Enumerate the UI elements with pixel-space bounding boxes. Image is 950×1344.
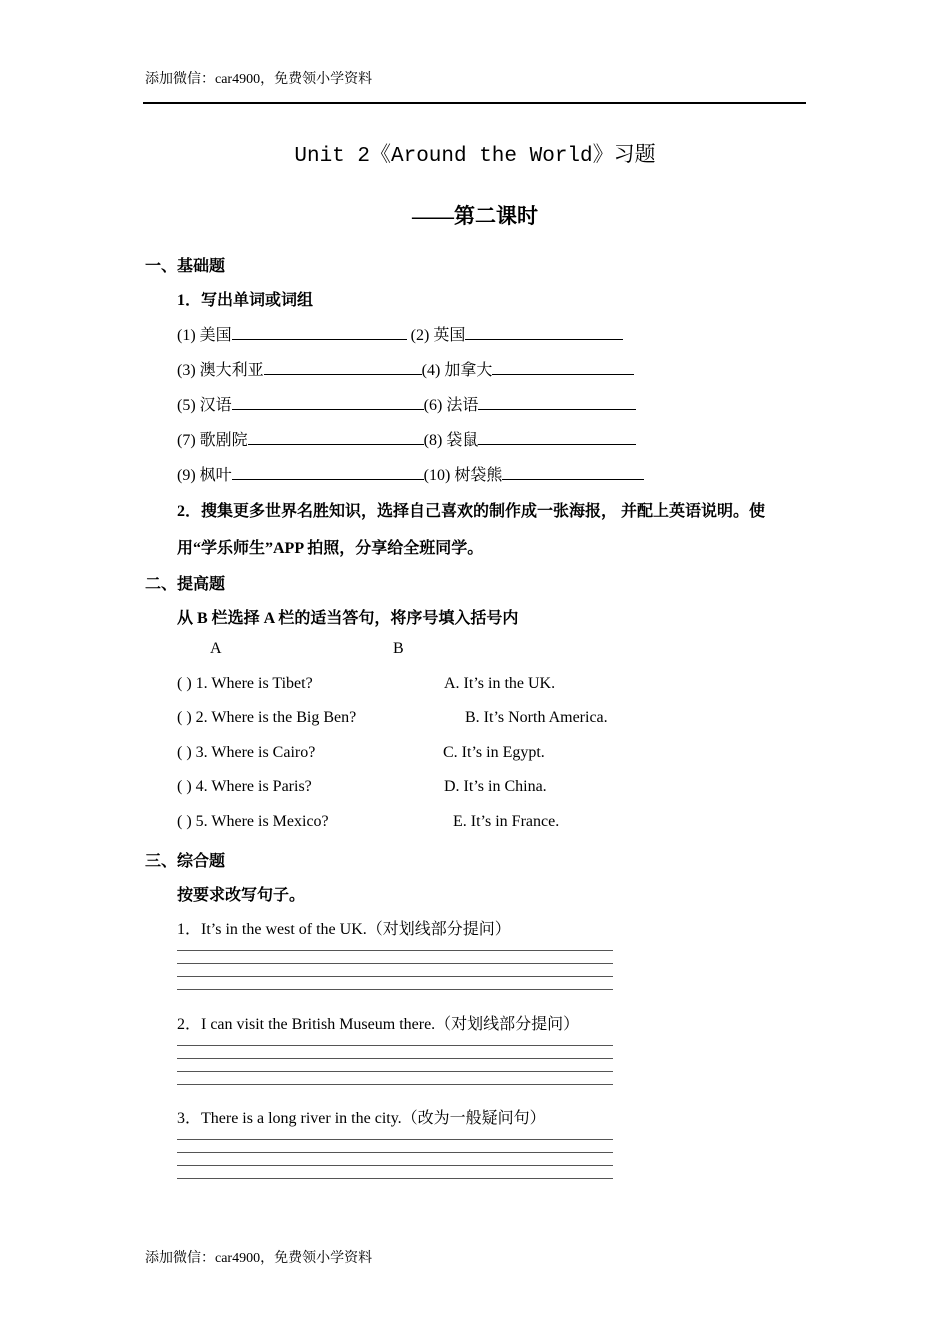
section1-heading: 一、基础题 — [145, 258, 226, 275]
word-prompt: (1) 美国 — [177, 327, 232, 344]
q2-text-line2: 用“学乐师生”APP 拍照，分享给全班同学。 — [177, 540, 484, 557]
section3-instruction: 按要求改写句子。 — [177, 887, 306, 904]
section2-heading: 二、提高题 — [145, 576, 226, 593]
answer-line[interactable] — [177, 963, 613, 964]
answer-line[interactable] — [177, 976, 613, 977]
column-b-label: B — [393, 640, 404, 657]
answer-line[interactable] — [177, 1178, 613, 1179]
answer-blank[interactable] — [502, 465, 644, 480]
header-rule — [143, 102, 806, 104]
word-row — [177, 462, 644, 485]
answer-blank[interactable] — [232, 465, 424, 480]
match-answer: C. It’s in Egypt. — [443, 744, 545, 761]
answer-line[interactable] — [177, 989, 613, 990]
match-answer: A. It’s in the UK. — [444, 675, 556, 692]
match-question[interactable]: ( ) 2. Where is the Big Ben? — [177, 709, 357, 726]
header-note: 添加微信：car4900，免费领小学资料 — [145, 72, 373, 87]
answer-blank[interactable] — [478, 395, 636, 410]
word-prompt: (9) 枫叶 — [177, 467, 232, 484]
match-answer: E. It’s in France. — [453, 813, 560, 830]
word-row — [177, 392, 636, 415]
answer-line[interactable] — [177, 1152, 613, 1153]
word-prompt: (3) 澳大利亚 — [177, 362, 264, 379]
rewrite-question: 1．It’s in the west of the UK.（对划线部分提问） — [177, 921, 511, 938]
match-question[interactable]: ( ) 4. Where is Paris? — [177, 778, 312, 795]
page-title: Unit 2《Around the World》习题 — [294, 145, 656, 168]
q1-title: 1．写出单词或词组 — [177, 292, 314, 309]
answer-blank[interactable] — [232, 395, 424, 410]
match-question[interactable]: ( ) 1. Where is Tibet? — [177, 675, 313, 692]
word-prompt: (10) 树袋熊 — [423, 467, 503, 484]
answer-blank[interactable] — [264, 360, 422, 375]
answer-blank[interactable] — [465, 325, 623, 340]
answer-line[interactable] — [177, 1071, 613, 1072]
word-prompt: (5) 汉语 — [177, 397, 232, 414]
answer-blank[interactable] — [492, 360, 634, 375]
answer-line[interactable] — [177, 1084, 613, 1085]
answer-line[interactable] — [177, 1165, 613, 1166]
column-a-label: A — [210, 640, 222, 657]
match-question[interactable]: ( ) 3. Where is Cairo? — [177, 744, 316, 761]
answer-blank[interactable] — [248, 430, 424, 445]
word-prompt: (4) 加拿大 — [421, 362, 493, 379]
word-row — [177, 427, 636, 450]
answer-line[interactable] — [177, 1045, 613, 1046]
match-answer: D. It’s in China. — [444, 778, 547, 795]
answer-line[interactable] — [177, 1139, 613, 1140]
footer-note: 添加微信：car4900，免费领小学资料 — [145, 1251, 373, 1266]
rewrite-question: 3．There is a long river in the city.（改为一般疑问句） — [177, 1110, 546, 1127]
rewrite-question: 2．I can visit the British Museum there.（对划线部分提问） — [177, 1016, 580, 1033]
word-row — [177, 357, 634, 380]
word-prompt: (6) 法语 — [423, 397, 479, 414]
section3-heading: 三、综合题 — [145, 853, 226, 870]
word-prompt: (7) 歌剧院 — [177, 432, 248, 449]
match-answer: B. It’s North America. — [465, 709, 608, 726]
section2-instruction: 从 B 栏选择 A 栏的适当答句，将序号填入括号内 — [177, 610, 519, 627]
word-prompt: (2) 英国 — [410, 327, 466, 344]
page-subtitle: ——第二课时 — [412, 204, 538, 228]
answer-line[interactable] — [177, 1058, 613, 1059]
answer-blank[interactable] — [232, 325, 407, 340]
answer-blank[interactable] — [478, 430, 636, 445]
match-question[interactable]: ( ) 5. Where is Mexico? — [177, 813, 329, 830]
answer-line[interactable] — [177, 950, 613, 951]
word-row — [177, 322, 623, 345]
q2-text-line1: 2．搜集更多世界名胜知识，选择自己喜欢的制作成一张海报， 并配上英语说明。使 — [177, 503, 766, 520]
word-prompt: (8) 袋鼠 — [423, 432, 479, 449]
